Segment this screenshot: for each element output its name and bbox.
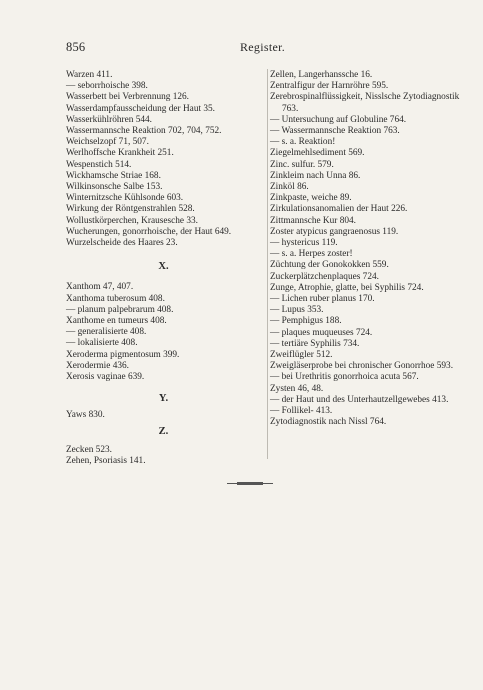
index-entry: Wassermannsche Reaktion 702, 704, 752. [66,126,222,137]
index-entry: — Follikel- 413. [270,406,333,417]
index-entry: — plaques muqueuses 724. [270,327,373,338]
w-entries [66,70,261,249]
section-header-x: X. [158,261,169,273]
index-entry: Winternitzsche Kühlsonde 603. [66,193,184,204]
index-entry: Zuckerplätzchenplaques 724. [270,271,379,282]
index-entry: Zittmannsche Kur 804. [270,215,356,226]
x-entries [66,282,261,383]
index-entry: Zweiflügler 512. [270,350,333,361]
index-entry: Zinkpaste, weiche 89. [270,193,352,204]
index-left-column [66,70,261,467]
section-header-z: Z. [158,425,169,437]
index-entry: — der Haut und des Unterhautzellgewebes 413. [270,394,449,405]
index-entry: — tertiäre Syphilis 734. [270,338,360,349]
index-entry: — Wassermannsche Reaktion 763. [270,126,400,137]
index-entry: Yaws 830. [66,410,105,421]
index-entry: Xeroderma pigmentosum 399. [66,349,180,360]
end-rule-ornament [227,483,273,484]
running-head: Register. [240,40,286,54]
index-entry: Xerosis vaginae 639. [66,372,145,383]
index-entry: Zunge, Atrophie, glatte, bei Syphilis 724. [270,282,424,293]
index-entry: Zinköl 86. [270,182,309,193]
index-entry: — planum palpebrarum 408. [66,304,174,315]
index-entry: — Lupus 353. [270,305,324,316]
index-entry: Zinc. sulfur. 579. [270,159,334,170]
index-entry: Warzen 411. [66,70,113,80]
index-entry: Zirkulationsanomalien der Haut 226. [270,204,408,215]
index-entry: Wirkung der Röntgenstrahlen 528. [66,204,195,215]
index-entry: Zerebrospinalflüssigkeit, Nisslsche Zytodiagnostik 763. [270,92,460,114]
index-entry: Zinkleim nach Unna 86. [270,170,361,181]
index-entry: Ziegelmehlsediment 569. [270,148,365,159]
index-entry: — seborrhoische 398. [66,81,148,92]
index-entry: Xerodermie 436. [66,360,129,371]
index-entry: Wilkinsonsche Salbe 153. [66,182,163,193]
index-entry: — lokalisierte 408. [66,338,138,349]
index-entry: — hystericus 119. [270,238,338,249]
index-entry: Zentralfigur der Harnröhre 595. [270,81,389,92]
index-entry: Xanthom 47, 407. [66,282,134,293]
index-entry: Werlhoffsche Krankheit 251. [66,148,174,159]
section-header-y: Y. [158,393,169,405]
index-entry: Zellen, Langerhanssche 16. [270,70,373,80]
index-entry: Züchtung der Gonokokken 559. [270,260,389,271]
index-entry: Xanthoma tuberosum 408. [66,293,165,304]
index-entry: Wasserdampfausscheidung der Haut 35. [66,103,215,114]
index-entry: — s. a. Reaktion! [270,137,336,148]
index-entry: Zehen, Psoriasis 141. [66,456,146,467]
index-entry: Zweigläserprobe bei chronischer Gonorrhoe 593. [270,361,454,372]
index-entry: Zytodiagnostik nach Nissl 764. [270,417,387,428]
index-entry: Wespenstich 514. [66,159,132,170]
index-entry: Weichselzopf 71, 507. [66,137,149,148]
index-entry: Wurzelscheide des Haares 23. [66,238,178,249]
index-entry: Wickhamsche Striae 168. [66,170,161,181]
index-entry: Wasserbett bei Verbrennung 126. [66,92,190,103]
index-entry: Wucherungen, gonorrhoische, der Haut 649. [66,226,232,237]
index-right-column [270,70,470,429]
index-entry: Xanthome en tumeurs 408. [66,316,167,327]
index-entry: Zysten 46, 48. [270,383,324,394]
index-entry: — Pemphigus 188. [270,316,342,327]
index-entry: — Lichen ruber planus 170. [270,294,375,305]
index-entry: — Untersuchung auf Globuline 764. [270,114,407,125]
index-entry: Wasserkühlröhren 544. [66,114,153,125]
index-entry: Zecken 523. [66,444,112,455]
index-entry: — s. a. Herpes zoster! [270,249,353,260]
page-number: 856 [66,40,86,54]
index-entry: Wollustkörperchen, Krausesche 33. [66,215,198,226]
index-entry: — generalisierte 408. [66,327,147,338]
index-entry: Zoster atypicus gangraenosus 119. [270,226,399,237]
index-entry: — bei Urethritis gonorrhoica acuta 567. [270,372,419,383]
